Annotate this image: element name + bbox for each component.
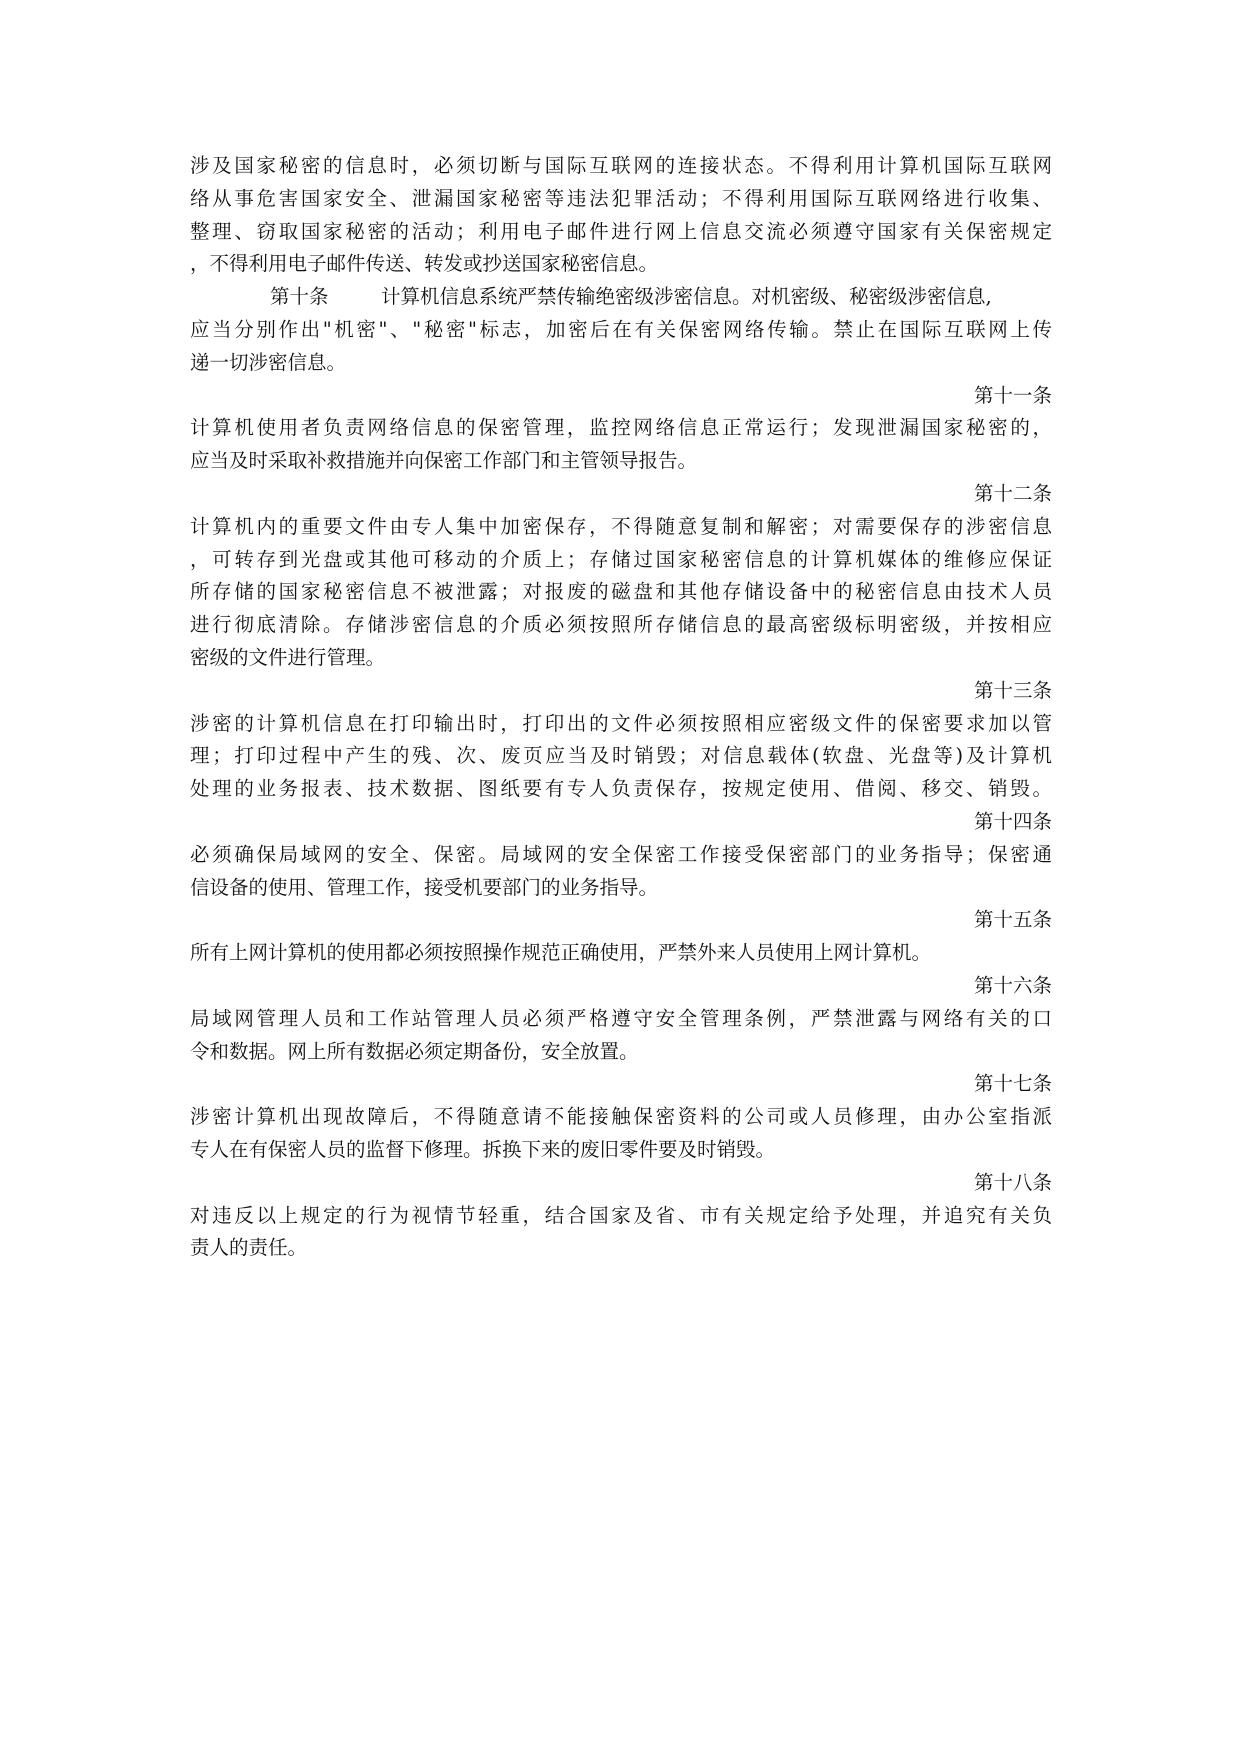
- article-number: 第十条: [270, 285, 329, 309]
- text-line: 应当分别作出"机密"、"秘密"标志，加密后在有关保密网络传输。禁止在国际互联网上传: [190, 317, 1052, 341]
- article-heading-line: [190, 281, 1052, 314]
- article-number: 第十七条: [973, 1072, 1052, 1096]
- article-17: [190, 1068, 1052, 1166]
- paragraph-continued: [190, 150, 1052, 281]
- text-line: 局域网管理人员和工作站管理人员必须严格遵守安全管理条例，严禁泄露与网络有关的口: [190, 1006, 1052, 1030]
- text-line: 计算机信息系统严禁传输绝密级涉密信息。对机密级、秘密级涉密信息,: [381, 285, 992, 309]
- text-line: 令和数据。网上所有数据必须定期备份，安全放置。: [190, 1039, 639, 1063]
- article-number: 第十一条: [973, 383, 1052, 407]
- article-15: [190, 904, 1052, 970]
- text-line: 应当及时采取补救措施并向保密工作部门和主管领导报告。: [190, 449, 698, 473]
- article-16: [190, 970, 1052, 1068]
- article-number: 第十五条: [973, 908, 1052, 932]
- text-line: 对违反以上规定的行为视情节轻重，结合国家及省、市有关规定给予处理，并追究有关负: [190, 1203, 1052, 1227]
- text-line: 密级的文件进行管理。: [190, 645, 386, 669]
- article-11: [190, 380, 1052, 478]
- article-number: 第十六条: [973, 973, 1052, 997]
- text-line: ，不得利用电子邮件传送、转发或抄送国家秘密信息。: [190, 252, 659, 276]
- article-number: 第十三条: [973, 678, 1052, 702]
- text-line: 所有上网计算机的使用都必须按照操作规范正确使用，严禁外来人员使用上网计算机。: [190, 941, 932, 965]
- article-12: [190, 478, 1052, 675]
- article-number: 第十八条: [973, 1170, 1052, 1194]
- article-14: [190, 806, 1052, 904]
- text-line: 络从事危害国家安全、泄漏国家秘密等违法犯罪活动；不得利用国际互联网络进行收集、: [190, 186, 1052, 210]
- article-18: [190, 1167, 1052, 1265]
- text-line: 处理的业务报表、技术数据、图纸要有专人负责保存，按规定使用、借阅、移交、销毁。: [190, 777, 1052, 801]
- document-page: [190, 150, 1052, 1265]
- text-line: 理；打印过程中产生的残、次、废页应当及时销毁；对信息载体(软盘、光盘等)及计算机: [190, 744, 1052, 768]
- text-line: ，可转存到光盘或其他可移动的介质上；存储过国家秘密信息的计算机媒体的维修应保证: [190, 547, 1052, 571]
- text-line: 所存储的国家秘密信息不被泄露；对报废的磁盘和其他存储设备中的秘密信息由技术人员: [190, 580, 1052, 604]
- text-line: 专人在有保密人员的监督下修理。拆换下来的废旧零件要及时销毁。: [190, 1137, 776, 1161]
- text-line: 进行彻底清除。存储涉密信息的介质必须按照所存储信息的最高密级标明密级，并按相应: [190, 613, 1052, 637]
- text-line: 涉及国家秘密的信息时，必须切断与国际互联网的连接状态。不得利用计算机国际互联网: [190, 154, 1052, 177]
- article-number: 第十四条: [973, 809, 1052, 833]
- text-line: 递一切涉密信息。: [190, 350, 347, 374]
- text-line: 涉密计算机出现故障后，不得随意请不能接触保密资料的公司或人员修理，由办公室指派: [190, 1105, 1052, 1129]
- text-line: 责人的责任。: [190, 1236, 308, 1260]
- article-number: 第十二条: [973, 481, 1052, 505]
- text-line: 信设备的使用、管理工作，接受机要部门的业务指导。: [190, 875, 659, 899]
- text-line: 计算机内的重要文件由专人集中加密保存，不得随意复制和解密；对需要保存的涉密信息: [190, 514, 1052, 538]
- text-line: 涉密的计算机信息在打印输出时，打印出的文件必须按照相应密级文件的保密要求加以管: [190, 711, 1052, 735]
- text-line: 必须确保局域网的安全、保密。局域网的安全保密工作接受保密部门的业务指导；保密通: [190, 842, 1052, 866]
- article-10: [190, 281, 1052, 379]
- article-13: [190, 675, 1052, 806]
- text-line: 计算机使用者负责网络信息的保密管理，监控网络信息正常运行；发现泄漏国家秘密的，: [190, 416, 1052, 440]
- text-line: 整理、窃取国家秘密的活动；利用电子邮件进行网上信息交流必须遵守国家有关保密规定: [190, 219, 1052, 243]
